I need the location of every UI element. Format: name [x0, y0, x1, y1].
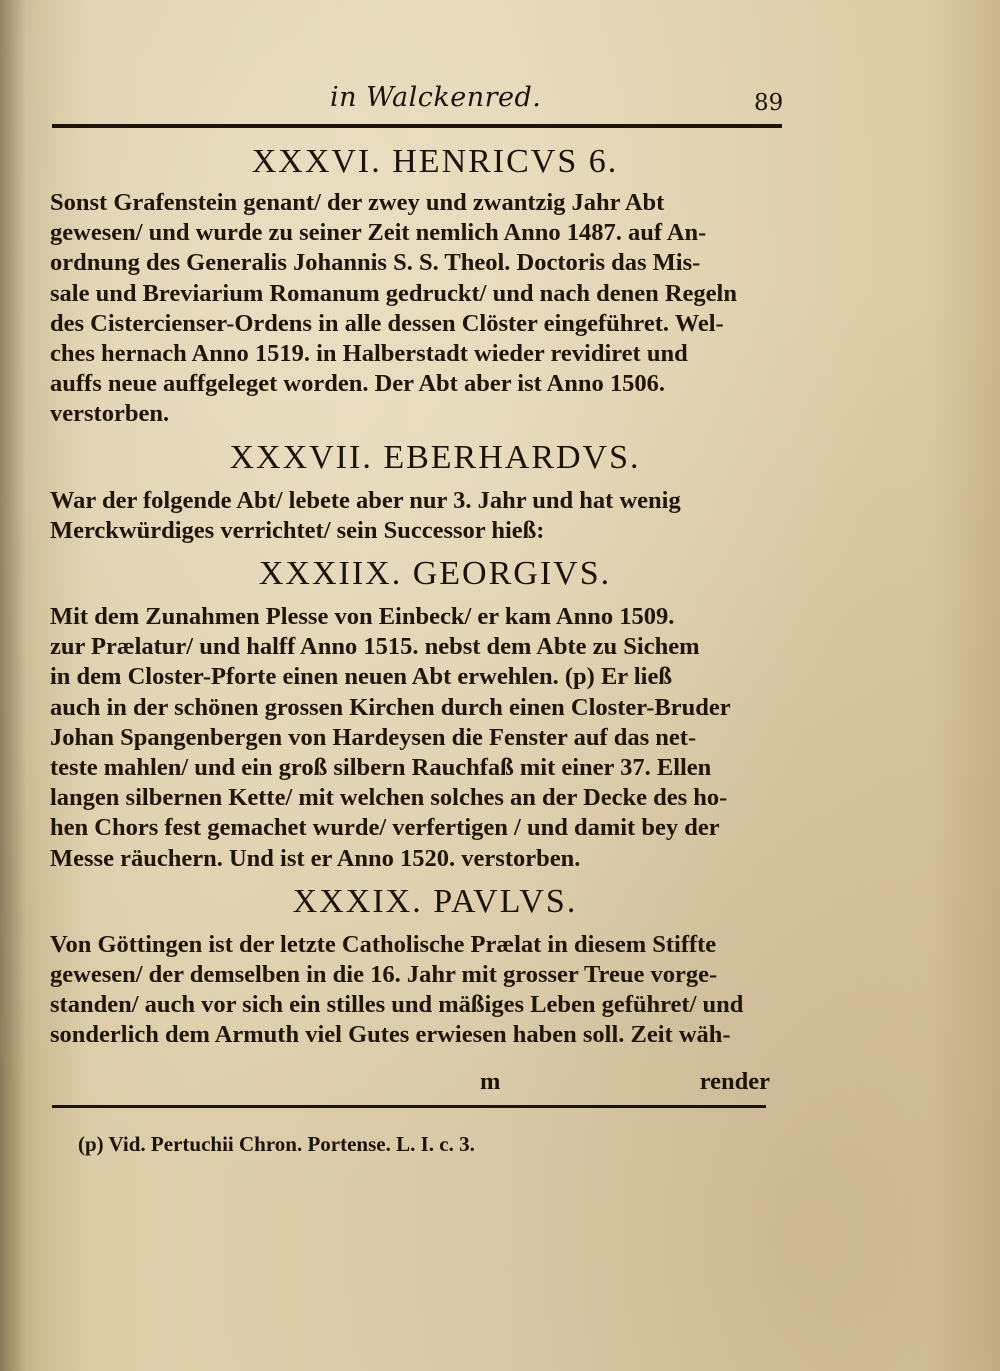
text-line: in dem Closter-Pforte einen neuen Abt erwehlen. (p) Er ließ — [50, 663, 672, 691]
section-heading: XXXVI. HENRICVS 6. — [251, 143, 619, 180]
text-line: Johan Spangenbergen von Hardeysen die Fenster auf das net- — [50, 723, 697, 751]
text-line: Messe räuchern. Und ist er Anno 1520. verstorben. — [50, 844, 581, 872]
main-text — [50, 140, 790, 1051]
text-line: langen silbernen Kette/ mit welchen solches an der Decke des ho- — [50, 784, 728, 812]
section-heading: XXXIIX. GEORGIVS. — [258, 555, 612, 593]
text-line: Mit dem Zunahmen Plesse von Einbeck/ er kam Anno 1509. — [50, 603, 675, 631]
section-paragraph — [50, 602, 790, 874]
text-line: ordnung des Generalis Johannis S. S. Theol. Doctoris das Mis- — [50, 249, 701, 277]
text-line: gewesen/ und wurde zu seiner Zeit nemlich Anno 1487. auf An- — [50, 219, 707, 247]
text-line: ches hernach Anno 1519. in Halberstadt wieder revidiret und — [50, 340, 688, 368]
text-line: auffs neue auffgeleget worden. Der Abt aber ist Anno 1506. — [50, 370, 665, 398]
text-line: Von Göttingen ist der letzte Catholische Prælat in diesem Stiffte — [50, 930, 717, 958]
running-head: in Walckenred. — [330, 82, 542, 113]
page-header — [0, 82, 1000, 122]
section-paragraph — [50, 486, 790, 546]
section-paragraph — [50, 930, 790, 1051]
catchline — [50, 1068, 770, 1098]
page-number: 89 — [754, 90, 784, 116]
footnote: (p) Vid. Pertuchii Chron. Portense. L. I. c. 3. — [78, 1132, 475, 1156]
section-heading: XXXIX. PAVLVS. — [292, 882, 578, 920]
text-line: sale und Breviarium Romanum gedruckt/ und nach denen Regeln — [50, 279, 737, 307]
text-line: hen Chors fest gemachet wurde/ verfertigen / und damit bey der — [50, 814, 720, 842]
text-line: Merckwürdiges verrichtet/ sein Successor hieß: — [50, 516, 545, 544]
binding-shadow — [0, 0, 26, 1371]
text-line: zur Prælatur/ und halff Anno 1515. nebst dem Abte zu Sichem — [50, 633, 700, 661]
header-rule — [52, 124, 782, 128]
signature-mark: m — [480, 1068, 501, 1095]
section-paragraph — [50, 188, 790, 430]
text-line: standen/ auch vor sich ein stilles und mäßiges Leben geführet/ und — [50, 991, 744, 1019]
text-line: sonderlich dem Armuth viel Gutes erwiesen haben soll. Zeit wäh- — [50, 1021, 731, 1049]
footnote-rule — [52, 1105, 766, 1108]
text-line: Sonst Grafenstein genant/ der zwey und zwantzig Jahr Abt — [50, 189, 665, 216]
text-line: verstorben. — [50, 400, 170, 428]
text-line: gewesen/ der demselben in die 16. Jahr mit grosser Treue vorge- — [50, 961, 718, 989]
text-line: teste mahlen/ und ein groß silbern Rauchfaß mit einer 37. Ellen — [50, 754, 712, 782]
text-line: War der folgende Abt/ lebete aber nur 3. Jahr und hat wenig — [50, 486, 681, 514]
section-heading: XXXVII. EBERHARDVS. — [229, 438, 641, 476]
catchword: render — [699, 1068, 770, 1095]
text-line: auch in der schönen grossen Kirchen durch einen Closter-Bruder — [50, 693, 731, 721]
text-line: des Cistercienser-Ordens in alle dessen Clöster eingeführet. Wel- — [50, 309, 724, 337]
